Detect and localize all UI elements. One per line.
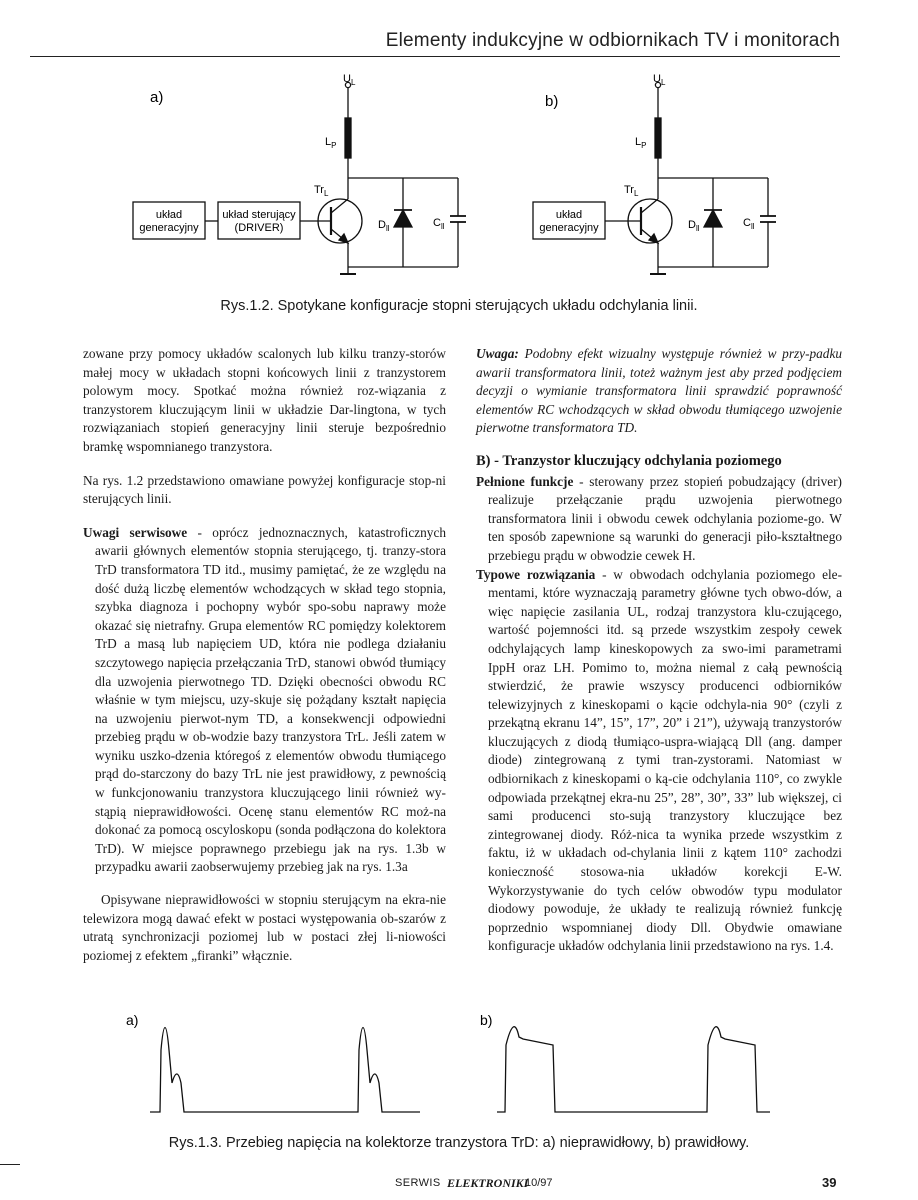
- coil-sub-b: P: [641, 141, 647, 150]
- footer-page-number: 39: [822, 1175, 837, 1190]
- cap-sub-b: ll: [750, 222, 755, 231]
- block-generator-b-line1: układ: [555, 209, 583, 221]
- running-head-title: Elementy indukcyjne w odbiornikach TV i monitorach: [385, 30, 840, 51]
- service-notes-body: - oprócz jednoznacznych, katastroficznych awarii głównych elementów stopnia sterującego, tj. tranzy-stora TrD transformatora TD itd., musimy pamiętać, że ze względu na dość dużą liczbę elementów wchodzących w skład tego stopnia, szybka diagnoza i pochopny wybór spo-sobu naprawy może okazać się nietrafny. Grupa elementów RC pomiędzy kolektorem TrD a masą lub napięciem UD, która nie podlega działaniu szczytowego napięcia przełączania TrD, stanowi obwód tłumiący dla uzwojenia pierwotnego TD. Dzięki obecności obwodu RC właśnie w tym miejscu, uzy-skuje się pożądany kształt napięcia na uzwojeniu pierwot-nym TD, a konsekwencji odpowiedni przebieg prądu w ob-wodzie bazy tranzystora TrL. Jeśli zatem w wyniku uszko-dzenia któregoś z elementów obwodu tłumiącego prąd do-starczony do bazy TrL nie jest prawidłowy, z pewnością w funkcjonowaniu tranzystora kluczującego linii również wy-stąpią nieprawidłowości. Ocenę stanu elementów RC moż-na dokonać za pomocą oscyloskopu (sonda podłączona do kolektora TrD). W miejsce poprawnego przebiegu jak na rys. 1.3b w przypadku awarii zaobserwujemy przebieg jak na rys. 1.3a: [95, 524, 447, 875]
- cap-label-b: C: [743, 217, 751, 229]
- supply-label-b: U: [653, 73, 661, 85]
- svg-text:UL: [343, 73, 356, 87]
- running-head: [30, 30, 840, 57]
- block-generator-a-line2: generacyjny: [139, 222, 199, 234]
- diode-dll-a: [394, 210, 412, 227]
- margin-rule: [0, 1164, 20, 1165]
- svg-text:TrL: [624, 184, 639, 198]
- coil-lp-a: [345, 118, 351, 158]
- diode-dll-b: [704, 210, 722, 227]
- block-driver-a-line1: układ sterujący: [222, 209, 296, 221]
- figure-1-3-waveforms: [0, 1005, 918, 1130]
- paragraph-effects: Opisywane nieprawidłowości w stopniu sterującym na ekra-nie telewizora mogą dawać efekt w postaci występowania ob-szarów z utratą synchronizacji poziomej lub w postaci złej li-niowości poziomej z efektem „firanki” włącznie.: [83, 892, 446, 963]
- svg-text:Cll: [433, 217, 445, 231]
- diode-label-a: D: [378, 219, 386, 231]
- paragraph-service-notes: [83, 524, 446, 877]
- footer-issue: 10/97: [525, 1177, 553, 1189]
- paragraph-intro: zowane przy pomocy układów scalonych lub kilku tranzy-storów małej mocy w układach stopni końcowych linii z tranzystorem polowym mocy. Spotkać można również roz-wiązania z tranzystorem kluczującym linii w układzie Dar-lingtona, w tych rozwiązaniach stopień generacyjny linii steruje bezpośrednio bramkę wspomnianego tranzystora.: [83, 346, 446, 454]
- panel-b-label: b): [545, 93, 559, 110]
- left-column: [83, 345, 446, 980]
- svg-text:LP: [635, 136, 646, 150]
- figure-1-2-caption: Rys.1.2. Spotykane konfiguracje stopni sterujących układu odchylania linii.: [220, 298, 698, 314]
- coil-lp-b: [655, 118, 661, 158]
- transistor-sub-a: L: [323, 189, 329, 198]
- svg-text:TrL: [314, 184, 329, 198]
- diode-sub-a: ll: [385, 224, 390, 233]
- coil-label-b: L: [635, 136, 642, 148]
- page-footer: [0, 1175, 918, 1195]
- diode-sub-b: ll: [695, 224, 700, 233]
- figure-1-2-schematics: [0, 62, 918, 292]
- svg-text:LP: [325, 136, 336, 150]
- waveform-b-correct: [497, 1027, 770, 1112]
- typical-lead: Typowe rozwiązania: [476, 566, 596, 582]
- paragraph-typical-solutions: [476, 566, 842, 956]
- block-generator-a-line1: układ: [155, 209, 183, 221]
- coil-label-a: L: [325, 136, 332, 148]
- svg-text:Dll: [688, 219, 700, 233]
- paragraph-note: [476, 345, 842, 438]
- waveform-b-label: b): [480, 1012, 493, 1028]
- right-column: [476, 345, 842, 970]
- svg-text:UL: [653, 73, 666, 87]
- typical-body: - w obwodach odchylania poziomego ele-mentami, które wyznaczają parametry główne tych obwo-dów, a więc napięcie zasilania UL, rodzaj tranzystora klu-czującego, wartość pojemności itd. są przede wszystkim zespoły cewek odchylających lamp kineskopowych za swo-imi parametrami IppH oraz LH. Pomimo to, można niemal z całą pewnością stwierdzić, że prawie wszyscy producenci odbiorników telewizyjnych z kineskopami o kącie odchyla-nia 90° (czyli z przekątną ekranu 14”, 15”, 17”, 20” i 21”), używają tranzystorów kluczujących z diodą tłumiąco-uspra-wiającą Dll (ang. damper diode) zintegrowaną z tymi tran-zystorami. Natomiast w odbiornikach z kineskopami o ką-cie odchylania 110°, co zwykle odpowiada przekątnej ekra-nu 25”, 28”, 30”, 33” lub większej, ci sami producenci sto-sują tranzystory kluczujące bez zintegrowanej diody. Róż-nica ta wynika przede wszystkim z faktu, iż w układach od-chylania linii z kątem 110° zachodzi konieczność stosowa-nia układów korekcji E-W. Wykorzystywanie do tych celów obwodów typu modulator diodowy powoduje, że układy te realizują również funkcję poprzednio wspomnianej diody Dll. Obydwie omawiane konfiguracje układów odchylania linii przedstawiono na rys. 1.4.: [488, 566, 842, 954]
- diode-label-b: D: [688, 219, 696, 231]
- block-generator-b-line2: generacyjny: [539, 222, 599, 234]
- waveform-a-label: a): [126, 1012, 139, 1028]
- supply-sub-a: L: [350, 78, 356, 87]
- coil-sub-a: P: [331, 141, 337, 150]
- section-heading-b: B) - Tranzystor kluczujący odchylania poziomego: [476, 452, 782, 469]
- functions-body: - sterowany przez stopień pobudzający (driver) realizuje przełączanie prądu uzwojenia pierwotnego transformatora linii i obwodu cewek odchylania poziome-go. W ten sposób zapewnione są warunki do generacji piło-kształtnego przebiegu prądu w obwodzie cewek H.: [488, 473, 842, 563]
- paragraph-fig-ref: Na rys. 1.2 przedstawiono omawiane powyżej konfiguracje stop-ni sterujących linii.: [83, 472, 446, 507]
- svg-text:Cll: [743, 217, 755, 231]
- cap-sub-a: ll: [440, 222, 445, 231]
- transistor-sub-b: L: [633, 189, 639, 198]
- block-driver-a-line2: (DRIVER): [234, 222, 284, 234]
- figure-1-3-caption: Rys.1.3. Przebieg napięcia na kolektorze tranzystora TrD: a) nieprawidłowy, b) prawidłowy.: [168, 1135, 750, 1151]
- supply-label-a: U: [343, 73, 351, 85]
- supply-sub-b: L: [660, 78, 666, 87]
- panel-a-label: a): [150, 89, 164, 106]
- transistor-label-a: Tr: [314, 184, 324, 196]
- footer-magazine-prefix: SERWIS: [395, 1177, 441, 1189]
- footer-magazine-name: ELEKTRONIKI: [447, 1176, 529, 1190]
- service-notes-lead: Uwagi serwisowe: [83, 524, 188, 540]
- svg-text:Dll: [378, 219, 390, 233]
- note-body: Podobny efekt wizualny występuje również w przy-padku awarii transformatora linii, toteż ważnym jest aby przed podjęciem decyzji o wymianie transformatora linii sprawdzić poprawność elementów RC wchodzących w skład obwodu tłumiącego uzwojenie pierwotne transformatora TD.: [476, 346, 843, 436]
- waveform-a-incorrect: [150, 1028, 420, 1113]
- cap-label-a: C: [433, 217, 441, 229]
- functions-lead: Pełnione funkcje: [476, 473, 574, 489]
- transistor-label-b: Tr: [624, 184, 634, 196]
- paragraph-functions: [476, 473, 842, 566]
- note-lead: Uwaga:: [476, 346, 519, 361]
